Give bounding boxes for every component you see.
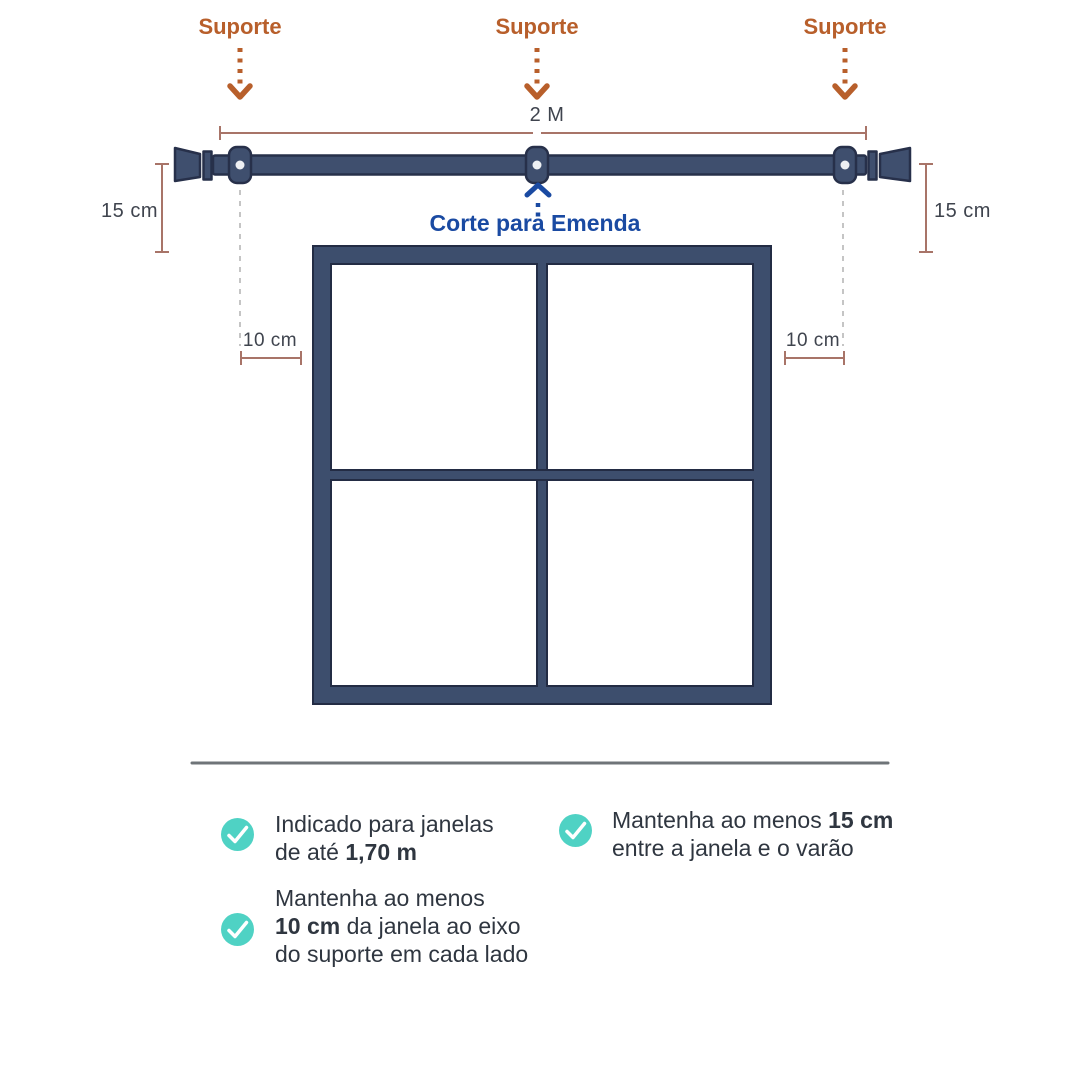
center-support-screw-hole [533, 161, 542, 170]
checklist-line: do suporte em cada lado [275, 941, 529, 967]
left-support-screw-hole [236, 161, 245, 170]
check-icon [221, 913, 254, 946]
curtain-rod [175, 147, 910, 183]
support-arrow-icon [835, 48, 855, 97]
checklist-line: Indicado para janelas [275, 811, 494, 837]
left-offset-dimension-line [241, 351, 301, 365]
checklist-line: 10 cm da janela ao eixo [275, 913, 521, 939]
right-finial-ring [869, 152, 877, 180]
left-finial [175, 148, 200, 181]
check-icon [221, 818, 254, 851]
support-label: Suporte [803, 14, 887, 39]
checklist-line: Mantenha ao menos 15 cm [612, 807, 894, 833]
checklist-line: de até 1,70 m [275, 839, 417, 865]
splice-cut-label: Corte para Emenda [429, 210, 641, 236]
checklist-line: Mantenha ao menos [275, 885, 485, 911]
checklist-item [275, 810, 494, 866]
checklist-line: entre a janela e o varão [612, 835, 854, 861]
arrow-head [230, 86, 250, 97]
right-finial [880, 148, 910, 181]
checklist-item [275, 884, 528, 968]
rod-length-dimension-label: 2 M [529, 104, 565, 126]
right-height-dimension-line [919, 164, 933, 252]
checkmark-glyph [559, 814, 592, 847]
arrow-head [835, 86, 855, 97]
checkmark-glyph [221, 818, 254, 851]
arrow-head [527, 86, 547, 97]
window-mullion-horizontal [330, 469, 754, 481]
support-label: Suporte [198, 14, 282, 39]
window-frame [312, 245, 772, 705]
right-height-dimension-label: 15 cm [934, 200, 991, 222]
right-support-screw-hole [841, 161, 850, 170]
support-arrow-icon [230, 48, 250, 97]
checklist-item [612, 806, 893, 862]
support-arrow-icon [527, 48, 547, 97]
left-height-dimension-label: 15 cm [101, 200, 158, 222]
rod-length-dimension-line [220, 126, 866, 140]
right-offset-dimension-line [785, 351, 844, 365]
arrow-head [527, 185, 549, 195]
right-offset-dimension-label: 10 cm [785, 330, 841, 351]
support-label: Suporte [495, 14, 579, 39]
checkmark-glyph [221, 913, 254, 946]
check-icon [559, 814, 592, 847]
left-finial-ring [204, 152, 212, 180]
left-offset-dimension-label: 10 cm [242, 330, 298, 351]
